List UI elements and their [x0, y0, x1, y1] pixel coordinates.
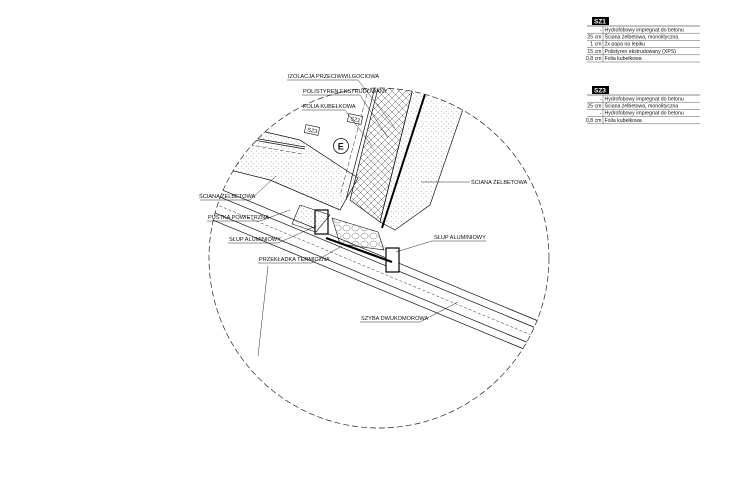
layer-description: Hydrofobowy impregnat do betonu — [604, 110, 684, 117]
layer-legend — [586, 17, 700, 124]
layer-description: Ściana żelbetowa, monolityczna — [604, 34, 679, 41]
layer-thickness: 0,8 cm — [585, 117, 602, 124]
layer-description: Hydrofobowy impregnat do betonu — [604, 96, 684, 103]
layer-thickness: - — [599, 96, 602, 103]
layer-description: Hydrofobowy impregnat do betonu — [604, 27, 684, 34]
label-sciana-right: ŚCIANA ŻELBETOWA — [471, 180, 528, 186]
layer-thickness: 25 cm — [587, 34, 602, 41]
detail-mark: E — [337, 141, 344, 152]
legend-row — [587, 42, 700, 48]
legend-row — [587, 27, 700, 33]
layer-description: 2x papa na lepiku — [604, 41, 646, 48]
legend-title: SZ3 — [594, 87, 606, 95]
layer-thickness: - — [599, 27, 602, 34]
label-slup-left: SŁUP ALUMINIOWY — [229, 237, 281, 243]
legend-sz1 — [586, 17, 700, 62]
legend-row — [587, 49, 700, 55]
legend-row — [587, 33, 700, 41]
layer-description: Folia kubełkowa — [604, 56, 642, 63]
layer-description: Ściana żelbetowa, monolityczna — [604, 103, 679, 110]
legend-sz3 — [586, 86, 700, 124]
layer-thickness: 25 cm — [587, 103, 602, 110]
label-izolacja: IZOLACJA PRZECIWWILGOCIOWA — [288, 74, 380, 80]
label-szyba: SZYBA DWUKOMOROWA — [361, 316, 429, 322]
layer-description: Polistyren ekstrudowany (XPS) — [604, 48, 677, 55]
legend-row — [587, 102, 700, 110]
layer-description: Folia kubełkowa — [604, 117, 642, 124]
tag-sz1 — [347, 114, 362, 125]
annotations — [199, 74, 528, 356]
layer-thickness: 0,8 cm — [585, 56, 602, 63]
legend-row — [587, 111, 700, 117]
label-polistyren: POLISTYREN EKSTRUDOWANY — [303, 89, 388, 95]
label-pustka: PUSTKA POWIETRZNA — [208, 215, 269, 221]
label-przekladka: PRZEKŁADKA TERMICZNA — [259, 257, 330, 263]
legend-row — [587, 96, 700, 102]
legend-title: SZ1 — [594, 18, 606, 26]
layer-thickness: 1 cm — [590, 41, 602, 48]
label-folia: FOLIA KUBEŁKOWA — [303, 104, 356, 110]
label-sciana-left: ŚCIANA ŻELBETOWA — [199, 194, 256, 200]
svg-text:SZ3: SZ3 — [306, 127, 318, 136]
layer-thickness: 15 cm — [587, 48, 602, 55]
svg-text:SZ1: SZ1 — [349, 116, 361, 125]
air-gap-fill — [332, 218, 384, 250]
layer-thickness: - — [599, 110, 602, 117]
tag-sz3 — [304, 125, 319, 136]
label-slup-right: SŁUP ALUMINIOWY — [434, 235, 486, 241]
